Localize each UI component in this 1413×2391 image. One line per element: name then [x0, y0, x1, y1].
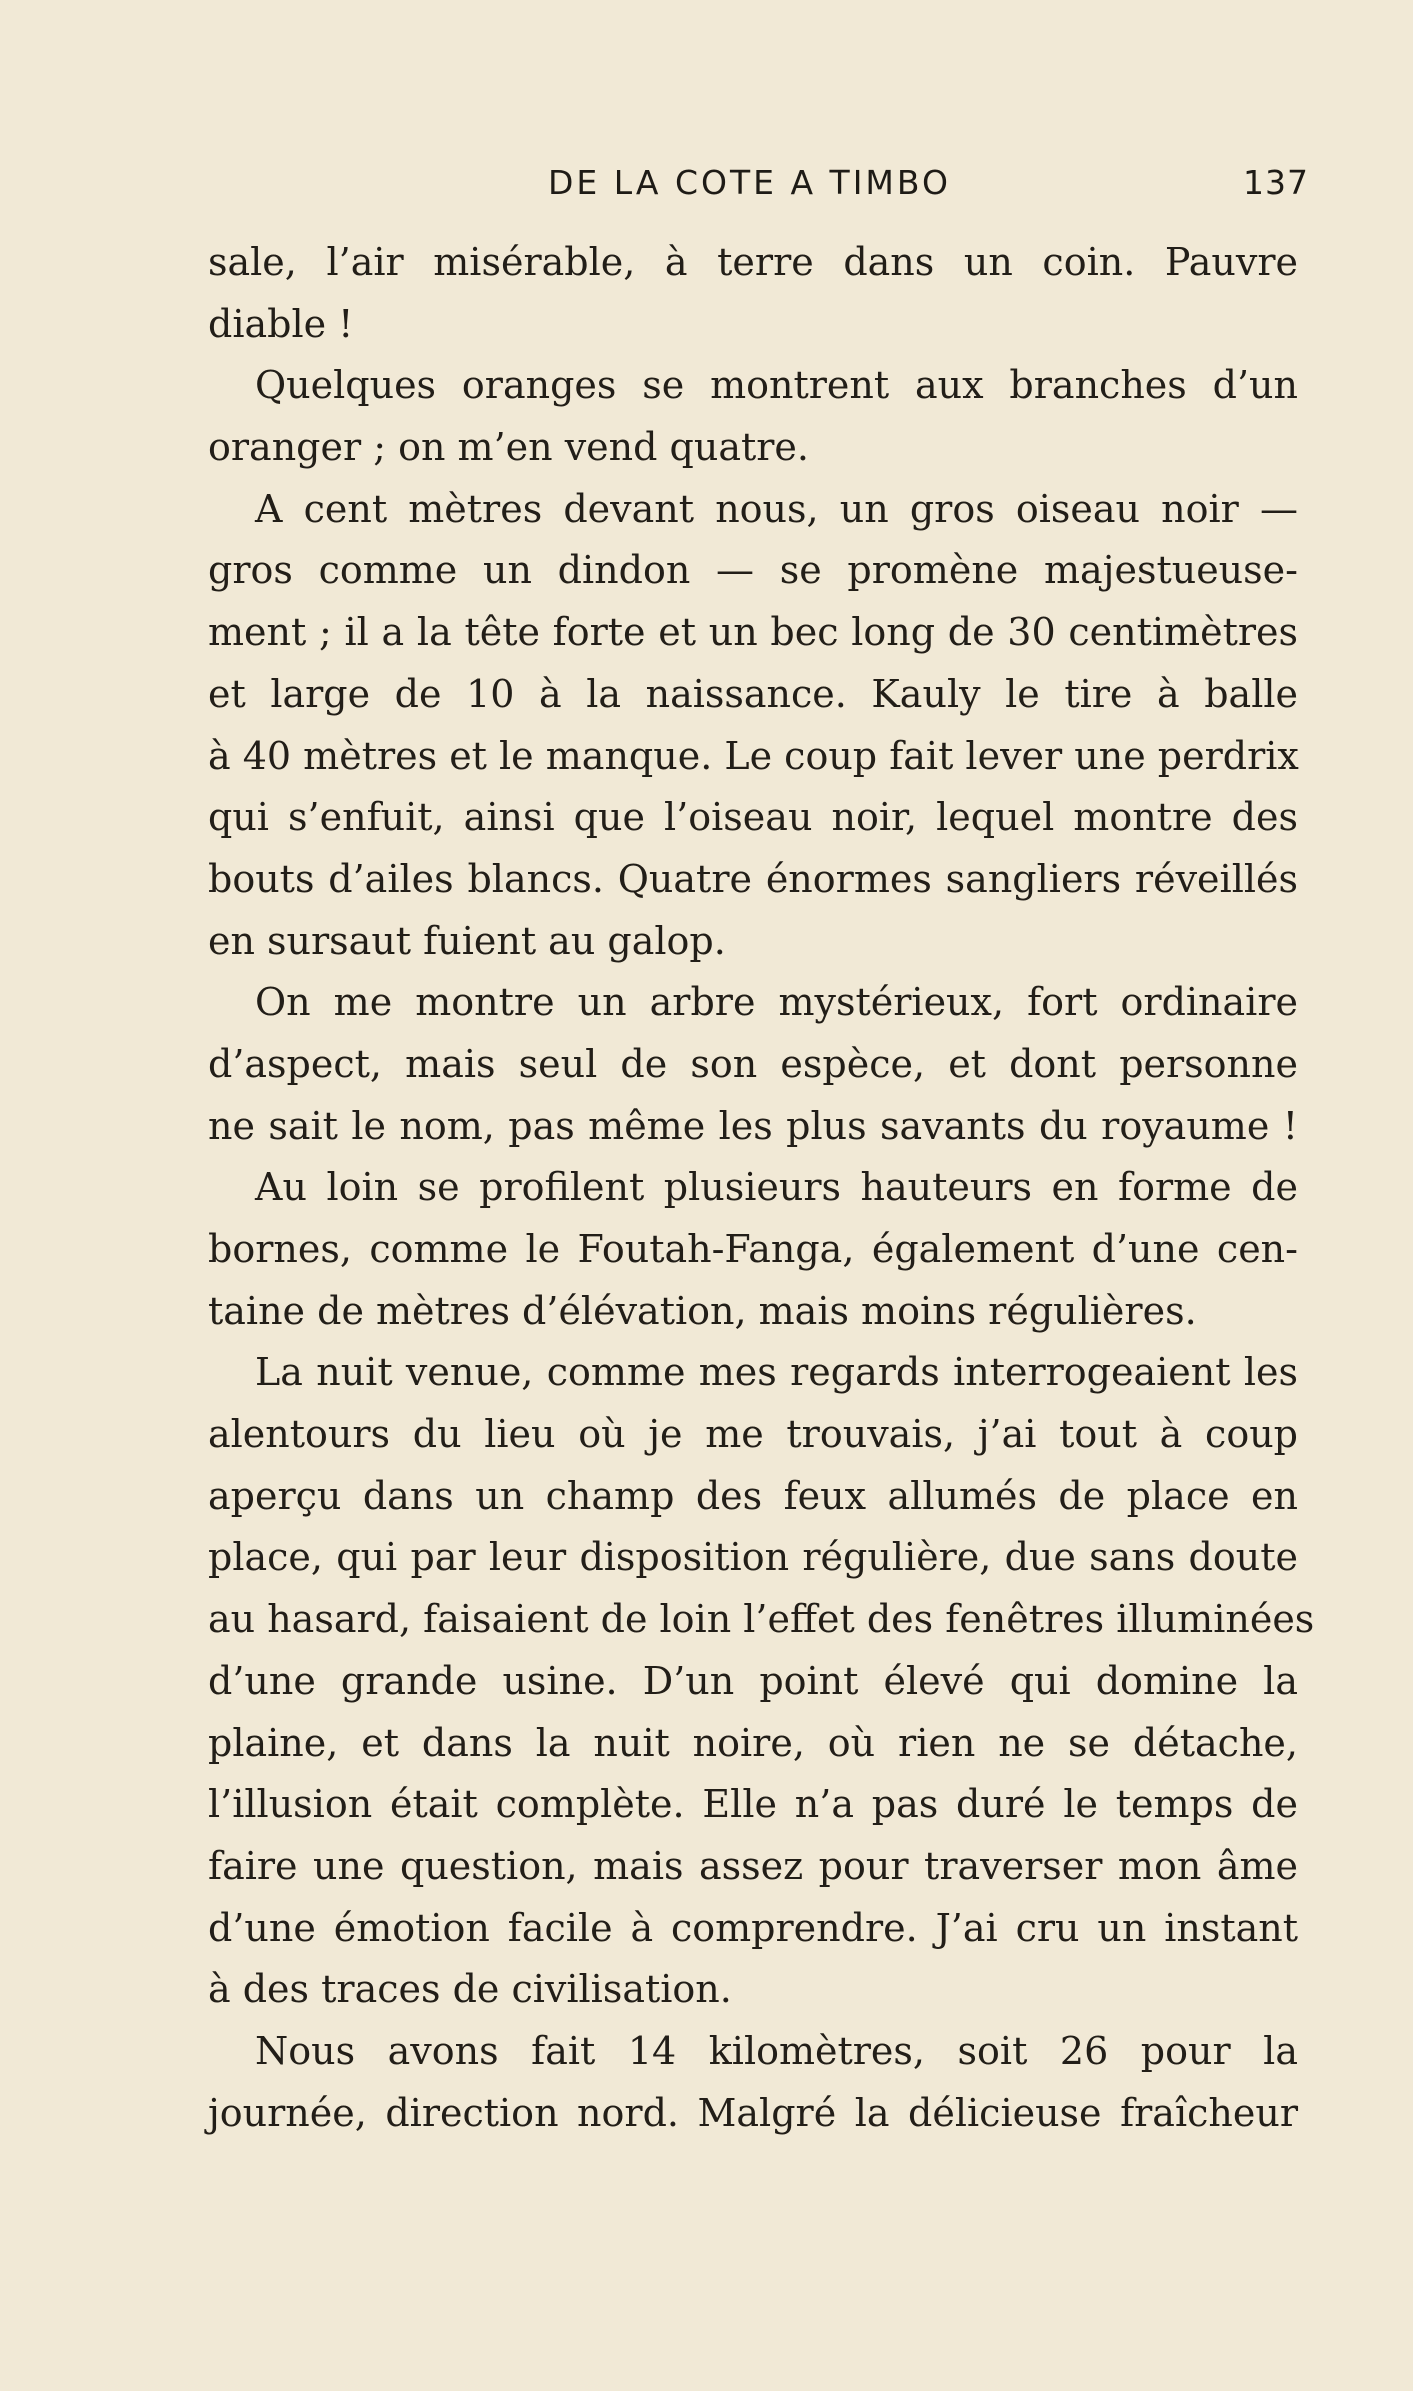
text-line: au hasard, faisaient de loin l’effet des fenêtres illuminées [208, 1597, 1315, 1642]
text-line: ne sait le nom, pas même les plus savants du royaume ! [208, 1103, 1298, 1148]
text-line: qui s’enfuit, ainsi que l’oiseau noir, lequel montre des [208, 795, 1298, 840]
text-line: d’aspect, mais seul de son espèce, et dont personne [208, 1041, 1298, 1086]
text-line: Au loin se profilent plusieurs hauteurs en forme de [255, 1165, 1298, 1210]
text-line: Nous avons fait 14 kilomètres, soit 26 pour la [255, 2028, 1298, 2073]
text-line: place, qui par leur disposition régulière, due sans doute [208, 1535, 1298, 1580]
text-line: plaine, et dans la nuit noire, où rien ne se détache, [208, 1720, 1298, 1765]
text-line: d’une grande usine. D’un point élevé qui domine la [208, 1658, 1298, 1703]
text-line: diable ! [208, 301, 354, 346]
page-number: 137 [1243, 163, 1309, 202]
text-line: aperçu dans un champ des feux allumés de place en [208, 1473, 1298, 1518]
running-title: DE LA COTE A TIMBO [548, 163, 951, 202]
text-line: journée, direction nord. Malgré la délicieuse fraîcheur [208, 2090, 1298, 2135]
text-line: à des traces de civilisation. [208, 1967, 732, 2012]
text-line: en sursaut fuient au galop. [208, 918, 726, 963]
text-line: à 40 mètres et le manque. Le coup fait lever une perdrix [208, 733, 1299, 778]
text-line: bouts d’ailes blancs. Quatre énormes sangliers réveillés [208, 856, 1298, 901]
running-head [0, 163, 1413, 203]
text-line: l’illusion était complète. Elle n’a pas duré le temps de [208, 1782, 1298, 1827]
text-line: Quelques oranges se montrent aux branches d’un [255, 363, 1298, 408]
text-line: d’une émotion facile à comprendre. J’ai cru un instant [208, 1905, 1298, 1950]
text-line: taine de mètres d’élévation, mais moins régulières. [208, 1288, 1197, 1333]
text-line: alentours du lieu où je me trouvais, j’ai tout à coup [208, 1412, 1298, 1457]
body-text [208, 232, 1315, 2144]
text-line: gros comme un dindon — se promène majestueuse- [208, 548, 1298, 593]
text-line: oranger ; on m’en vend quatre. [208, 425, 809, 470]
text-line: On me montre un arbre mystérieux, fort ordinaire [255, 980, 1298, 1025]
text-line: A cent mètres devant nous, un gros oiseau noir — [255, 486, 1298, 531]
text-line: ment ; il a la tête forte et un bec long de 30 centimètres [208, 610, 1298, 655]
text-line: bornes, comme le Foutah-Fanga, également d’une cen- [208, 1227, 1298, 1271]
text-line: La nuit venue, comme mes regards interrogeaient les [255, 1350, 1298, 1395]
text-line: et large de 10 à la naissance. Kauly le tire à balle [208, 671, 1298, 716]
text-line: faire une question, mais assez pour traverser mon âme [208, 1843, 1298, 1888]
text-line: sale, l’air misérable, à terre dans un coin. Pauvre [208, 240, 1298, 284]
